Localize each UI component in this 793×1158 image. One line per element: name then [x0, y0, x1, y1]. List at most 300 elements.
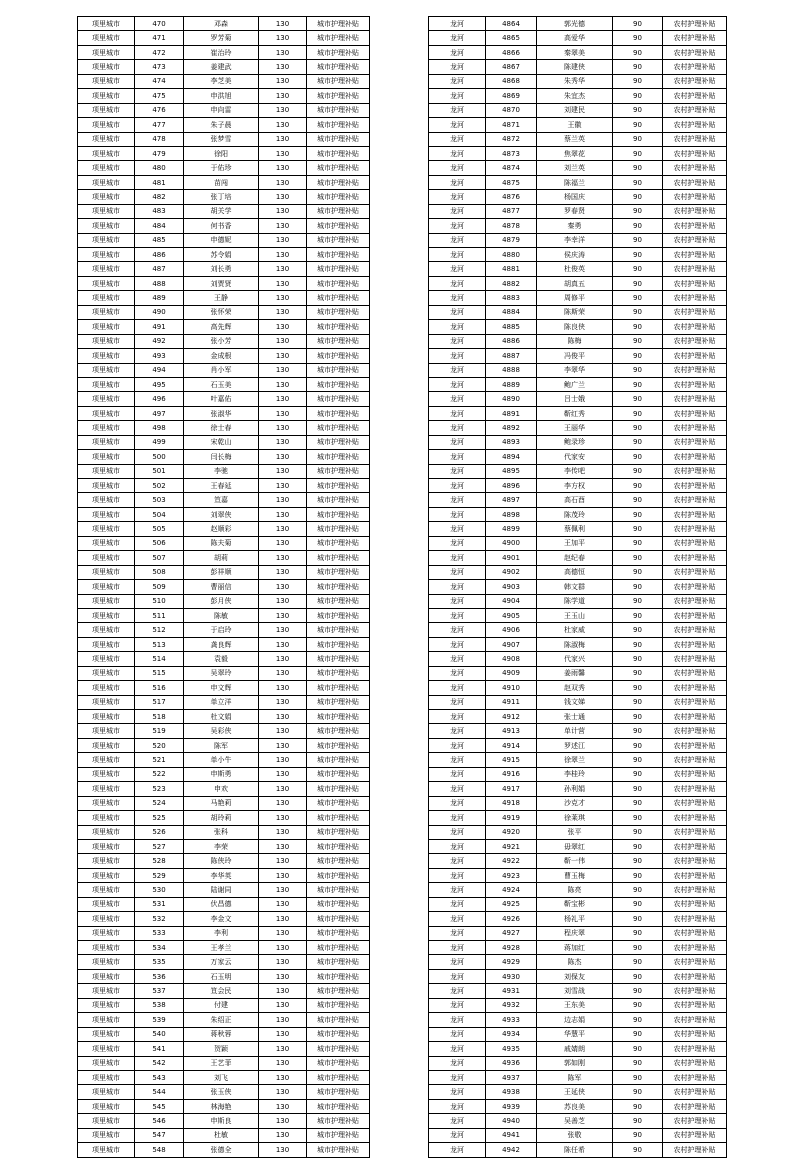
- cell-subsidy-type: 城市护理补贴: [307, 74, 370, 88]
- cell-amount: 130: [259, 782, 307, 796]
- cell-number: 531: [135, 897, 184, 911]
- cell-number: 4869: [486, 89, 537, 103]
- cell-district: 项里城市: [78, 1143, 135, 1157]
- cell-number: 4864: [486, 17, 537, 31]
- cell-subsidy-type: 农村护理补贴: [663, 377, 727, 391]
- cell-subsidy-type: 城市护理补贴: [307, 406, 370, 420]
- cell-amount: 130: [259, 305, 307, 319]
- table-row: [429, 551, 727, 565]
- cell-name: 陈亮: [537, 883, 613, 897]
- cell-amount: 130: [259, 450, 307, 464]
- cell-district: 龙河: [429, 724, 486, 738]
- cell-subsidy-type: 城市护理补贴: [307, 219, 370, 233]
- cell-amount: 90: [613, 406, 663, 420]
- table-row: [429, 926, 727, 940]
- cell-district: 龙河: [429, 637, 486, 651]
- cell-number: 4888: [486, 363, 537, 377]
- cell-name: 郭光德: [537, 17, 613, 31]
- cell-number: 4885: [486, 320, 537, 334]
- cell-subsidy-type: 农村护理补贴: [663, 262, 727, 276]
- cell-number: 482: [135, 190, 184, 204]
- table-row: [429, 1099, 727, 1113]
- cell-number: 518: [135, 710, 184, 724]
- table-row: [429, 1114, 727, 1128]
- table-row: [78, 1085, 370, 1099]
- cell-amount: 130: [259, 291, 307, 305]
- left-table: [77, 16, 370, 1158]
- cell-amount: 130: [259, 74, 307, 88]
- cell-name: 刘雪战: [537, 984, 613, 998]
- cell-name: 代家兴: [537, 652, 613, 666]
- cell-name: 李桂玲: [537, 767, 613, 781]
- cell-number: 4886: [486, 334, 537, 348]
- cell-amount: 130: [259, 522, 307, 536]
- table-row: [78, 782, 370, 796]
- cell-number: 495: [135, 377, 184, 391]
- cell-district: 龙河: [429, 623, 486, 637]
- table-row: [78, 103, 370, 117]
- cell-district: 项里城市: [78, 392, 135, 406]
- cell-amount: 90: [613, 753, 663, 767]
- cell-district: 项里城市: [78, 998, 135, 1012]
- table-row: [78, 320, 370, 334]
- cell-number: 497: [135, 406, 184, 420]
- cell-subsidy-type: 城市护理补贴: [307, 392, 370, 406]
- table-row: [429, 305, 727, 319]
- cell-number: 4920: [486, 825, 537, 839]
- cell-amount: 90: [613, 204, 663, 218]
- table-row: [429, 60, 727, 74]
- cell-subsidy-type: 农村护理补贴: [663, 897, 727, 911]
- cell-amount: 130: [259, 1070, 307, 1084]
- cell-subsidy-type: 农村护理补贴: [663, 695, 727, 709]
- cell-number: 528: [135, 854, 184, 868]
- cell-district: 龙河: [429, 74, 486, 88]
- cell-name: 李幸洋: [537, 233, 613, 247]
- cell-district: 项里城市: [78, 912, 135, 926]
- cell-name: 苏良美: [537, 1099, 613, 1113]
- cell-district: 项里城市: [78, 377, 135, 391]
- cell-number: 4932: [486, 998, 537, 1012]
- cell-number: 524: [135, 796, 184, 810]
- cell-number: 4909: [486, 666, 537, 680]
- cell-number: 490: [135, 305, 184, 319]
- cell-name: 胡莉: [184, 551, 259, 565]
- cell-district: 项里城市: [78, 89, 135, 103]
- table-row: [429, 334, 727, 348]
- cell-subsidy-type: 农村护理补贴: [663, 782, 727, 796]
- table-row: [429, 349, 727, 363]
- table-row: [429, 854, 727, 868]
- cell-amount: 90: [613, 724, 663, 738]
- table-row: [429, 219, 727, 233]
- cell-number: 4938: [486, 1085, 537, 1099]
- cell-subsidy-type: 农村护理补贴: [663, 1056, 727, 1070]
- cell-number: 526: [135, 825, 184, 839]
- table-row: [429, 464, 727, 478]
- cell-name: 陈建侠: [537, 60, 613, 74]
- cell-amount: 130: [259, 334, 307, 348]
- cell-subsidy-type: 农村护理补贴: [663, 796, 727, 810]
- cell-amount: 130: [259, 1027, 307, 1041]
- cell-district: 龙河: [429, 450, 486, 464]
- cell-number: 4929: [486, 955, 537, 969]
- cell-number: 4937: [486, 1070, 537, 1084]
- cell-district: 项里城市: [78, 450, 135, 464]
- cell-name: 蒋秋蓉: [184, 1027, 259, 1041]
- table-row: [429, 912, 727, 926]
- cell-name: 李驰: [184, 464, 259, 478]
- cell-name: 吴翠玲: [184, 666, 259, 680]
- cell-amount: 90: [613, 479, 663, 493]
- cell-amount: 130: [259, 190, 307, 204]
- table-row: [429, 291, 727, 305]
- cell-name: 靳宝彬: [537, 897, 613, 911]
- cell-name: 贺颖: [184, 1042, 259, 1056]
- cell-subsidy-type: 农村护理补贴: [663, 710, 727, 724]
- cell-name: 胡关学: [184, 204, 259, 218]
- cell-subsidy-type: 城市护理补贴: [307, 377, 370, 391]
- cell-amount: 130: [259, 204, 307, 218]
- cell-district: 项里城市: [78, 1128, 135, 1142]
- table-row: [429, 406, 727, 420]
- cell-name: 何书香: [184, 219, 259, 233]
- cell-subsidy-type: 城市护理补贴: [307, 190, 370, 204]
- cell-subsidy-type: 城市护理补贴: [307, 479, 370, 493]
- cell-district: 龙河: [429, 320, 486, 334]
- cell-subsidy-type: 城市护理补贴: [307, 998, 370, 1012]
- cell-name: 闫长梅: [184, 450, 259, 464]
- cell-subsidy-type: 农村护理补贴: [663, 276, 727, 290]
- cell-name: 靳一伟: [537, 854, 613, 868]
- table-row: [78, 435, 370, 449]
- table-row: [429, 479, 727, 493]
- table-row: [78, 233, 370, 247]
- cell-district: 龙河: [429, 1085, 486, 1099]
- cell-number: 4876: [486, 190, 537, 204]
- table-row: [78, 912, 370, 926]
- cell-subsidy-type: 城市护理补贴: [307, 450, 370, 464]
- cell-amount: 90: [613, 31, 663, 45]
- cell-number: 473: [135, 60, 184, 74]
- cell-number: 515: [135, 666, 184, 680]
- cell-district: 龙河: [429, 782, 486, 796]
- cell-amount: 130: [259, 854, 307, 868]
- cell-amount: 90: [613, 45, 663, 59]
- cell-number: 4939: [486, 1099, 537, 1113]
- table-row: [429, 493, 727, 507]
- table-row: [78, 190, 370, 204]
- cell-number: 4898: [486, 507, 537, 521]
- cell-name: 刘翠侠: [184, 507, 259, 521]
- cell-subsidy-type: 农村护理补贴: [663, 406, 727, 420]
- cell-number: 4871: [486, 118, 537, 132]
- table-row: [429, 652, 727, 666]
- cell-number: 475: [135, 89, 184, 103]
- cell-district: 龙河: [429, 146, 486, 160]
- cell-number: 4926: [486, 912, 537, 926]
- cell-name: 申文辉: [184, 681, 259, 695]
- table-row: [78, 984, 370, 998]
- cell-district: 龙河: [429, 1114, 486, 1128]
- table-row: [78, 60, 370, 74]
- cell-district: 项里城市: [78, 291, 135, 305]
- cell-subsidy-type: 城市护理补贴: [307, 161, 370, 175]
- cell-number: 512: [135, 623, 184, 637]
- cell-name: 赵顺彩: [184, 522, 259, 536]
- cell-amount: 130: [259, 363, 307, 377]
- cell-number: 533: [135, 926, 184, 940]
- table-row: [78, 796, 370, 810]
- cell-subsidy-type: 城市护理补贴: [307, 1042, 370, 1056]
- cell-number: 4942: [486, 1143, 537, 1157]
- table-row: [78, 623, 370, 637]
- cell-district: 龙河: [429, 1143, 486, 1157]
- cell-amount: 90: [613, 1099, 663, 1113]
- table-row: [429, 782, 727, 796]
- cell-district: 龙河: [429, 392, 486, 406]
- cell-subsidy-type: 农村护理补贴: [663, 334, 727, 348]
- cell-number: 4868: [486, 74, 537, 88]
- cell-number: 4882: [486, 276, 537, 290]
- cell-amount: 130: [259, 421, 307, 435]
- cell-amount: 130: [259, 507, 307, 521]
- cell-amount: 130: [259, 883, 307, 897]
- cell-district: 项里城市: [78, 825, 135, 839]
- cell-subsidy-type: 农村护理补贴: [663, 60, 727, 74]
- cell-district: 项里城市: [78, 363, 135, 377]
- cell-name: 王艺菲: [184, 1056, 259, 1070]
- cell-name: 陈敏: [184, 608, 259, 622]
- cell-subsidy-type: 城市护理补贴: [307, 493, 370, 507]
- table-row: [78, 926, 370, 940]
- cell-number: 4930: [486, 969, 537, 983]
- cell-amount: 90: [613, 233, 663, 247]
- cell-subsidy-type: 农村护理补贴: [663, 652, 727, 666]
- cell-amount: 90: [613, 320, 663, 334]
- cell-amount: 130: [259, 1114, 307, 1128]
- cell-number: 4880: [486, 248, 537, 262]
- cell-district: 龙河: [429, 522, 486, 536]
- cell-name: 张士通: [537, 710, 613, 724]
- cell-number: 484: [135, 219, 184, 233]
- cell-subsidy-type: 城市护理补贴: [307, 276, 370, 290]
- cell-district: 龙河: [429, 421, 486, 435]
- cell-amount: 90: [613, 984, 663, 998]
- cell-amount: 130: [259, 984, 307, 998]
- cell-subsidy-type: 农村护理补贴: [663, 132, 727, 146]
- cell-name: 陈学道: [537, 594, 613, 608]
- cell-subsidy-type: 城市护理补贴: [307, 349, 370, 363]
- cell-name: 李芝美: [184, 74, 259, 88]
- cell-amount: 90: [613, 493, 663, 507]
- cell-district: 龙河: [429, 45, 486, 59]
- cell-amount: 90: [613, 421, 663, 435]
- cell-amount: 130: [259, 868, 307, 882]
- cell-number: 4914: [486, 738, 537, 752]
- cell-name: 华慧平: [537, 1027, 613, 1041]
- cell-name: 吕士娥: [537, 392, 613, 406]
- right-table: [428, 16, 727, 1158]
- cell-subsidy-type: 农村护理补贴: [663, 1013, 727, 1027]
- cell-district: 龙河: [429, 219, 486, 233]
- table-row: [429, 17, 727, 31]
- cell-name: 陈福兰: [537, 175, 613, 189]
- cell-name: 刘兰英: [537, 161, 613, 175]
- cell-district: 项里城市: [78, 1085, 135, 1099]
- table-row: [78, 565, 370, 579]
- cell-amount: 90: [613, 825, 663, 839]
- cell-number: 4936: [486, 1056, 537, 1070]
- cell-district: 项里城市: [78, 1114, 135, 1128]
- cell-number: 544: [135, 1085, 184, 1099]
- cell-subsidy-type: 农村护理补贴: [663, 320, 727, 334]
- cell-amount: 130: [259, 233, 307, 247]
- cell-amount: 90: [613, 1013, 663, 1027]
- cell-amount: 90: [613, 118, 663, 132]
- cell-subsidy-type: 城市护理补贴: [307, 796, 370, 810]
- cell-number: 4877: [486, 204, 537, 218]
- cell-name: 吴善芝: [537, 1114, 613, 1128]
- cell-name: 蔡佩利: [537, 522, 613, 536]
- cell-subsidy-type: 城市护理补贴: [307, 522, 370, 536]
- cell-district: 龙河: [429, 594, 486, 608]
- table-row: [78, 1070, 370, 1084]
- cell-subsidy-type: 农村护理补贴: [663, 811, 727, 825]
- cell-subsidy-type: 城市护理补贴: [307, 464, 370, 478]
- table-row: [429, 536, 727, 550]
- cell-number: 4891: [486, 406, 537, 420]
- cell-subsidy-type: 城市护理补贴: [307, 1056, 370, 1070]
- table-row: [429, 623, 727, 637]
- cell-district: 龙河: [429, 248, 486, 262]
- cell-subsidy-type: 城市护理补贴: [307, 146, 370, 160]
- cell-number: 529: [135, 868, 184, 882]
- cell-district: 龙河: [429, 551, 486, 565]
- cell-number: 506: [135, 536, 184, 550]
- cell-district: 项里城市: [78, 421, 135, 435]
- table-row: [78, 248, 370, 262]
- table-row: [429, 132, 727, 146]
- cell-subsidy-type: 农村护理补贴: [663, 1128, 727, 1142]
- cell-number: 4894: [486, 450, 537, 464]
- cell-district: 龙河: [429, 233, 486, 247]
- cell-name: 钱文娣: [537, 695, 613, 709]
- cell-amount: 130: [259, 1042, 307, 1056]
- cell-district: 项里城市: [78, 681, 135, 695]
- cell-district: 项里城市: [78, 276, 135, 290]
- cell-subsidy-type: 农村护理补贴: [663, 146, 727, 160]
- cell-name: 徐莱琪: [537, 811, 613, 825]
- table-row: [78, 897, 370, 911]
- cell-amount: 90: [613, 392, 663, 406]
- cell-subsidy-type: 城市护理补贴: [307, 103, 370, 117]
- cell-subsidy-type: 城市护理补贴: [307, 435, 370, 449]
- table-row: [78, 31, 370, 45]
- cell-number: 4931: [486, 984, 537, 998]
- cell-amount: 130: [259, 1128, 307, 1142]
- cell-subsidy-type: 城市护理补贴: [307, 839, 370, 853]
- cell-subsidy-type: 农村护理补贴: [663, 1085, 727, 1099]
- cell-number: 4941: [486, 1128, 537, 1142]
- table-row: [78, 608, 370, 622]
- cell-name: 冯俊平: [537, 349, 613, 363]
- cell-amount: 130: [259, 103, 307, 117]
- cell-name: 高德恒: [537, 565, 613, 579]
- cell-number: 4883: [486, 291, 537, 305]
- cell-subsidy-type: 农村护理补贴: [663, 219, 727, 233]
- cell-name: 胡玲莉: [184, 811, 259, 825]
- cell-name: 宋乾山: [184, 435, 259, 449]
- cell-amount: 90: [613, 291, 663, 305]
- cell-district: 龙河: [429, 608, 486, 622]
- cell-subsidy-type: 城市护理补贴: [307, 291, 370, 305]
- cell-number: 4889: [486, 377, 537, 391]
- cell-name: 李传吧: [537, 464, 613, 478]
- cell-name: 代家安: [537, 450, 613, 464]
- cell-name: 龚良辉: [184, 637, 259, 651]
- cell-subsidy-type: 农村护理补贴: [663, 753, 727, 767]
- table-row: [429, 753, 727, 767]
- table-row: [429, 1027, 727, 1041]
- cell-name: 边志娟: [537, 1013, 613, 1027]
- cell-number: 4896: [486, 479, 537, 493]
- cell-name: 蒋加红: [537, 941, 613, 955]
- cell-district: 龙河: [429, 190, 486, 204]
- cell-name: 赵双秀: [537, 681, 613, 695]
- cell-amount: 90: [613, 1114, 663, 1128]
- cell-name: 林海艳: [184, 1099, 259, 1113]
- table-row: [78, 219, 370, 233]
- table-row: [78, 406, 370, 420]
- cell-subsidy-type: 城市护理补贴: [307, 825, 370, 839]
- cell-amount: 130: [259, 753, 307, 767]
- cell-subsidy-type: 农村护理补贴: [663, 666, 727, 680]
- cell-subsidy-type: 城市护理补贴: [307, 753, 370, 767]
- cell-subsidy-type: 城市护理补贴: [307, 666, 370, 680]
- cell-amount: 90: [613, 941, 663, 955]
- cell-subsidy-type: 城市护理补贴: [307, 1128, 370, 1142]
- cell-subsidy-type: 农村护理补贴: [663, 825, 727, 839]
- cell-amount: 90: [613, 767, 663, 781]
- cell-amount: 90: [613, 666, 663, 680]
- table-row: [78, 464, 370, 478]
- cell-amount: 90: [613, 103, 663, 117]
- cell-amount: 90: [613, 695, 663, 709]
- cell-district: 龙河: [429, 666, 486, 680]
- cell-name: 秦勇: [537, 219, 613, 233]
- cell-subsidy-type: 农村护理补贴: [663, 103, 727, 117]
- cell-district: 龙河: [429, 984, 486, 998]
- cell-subsidy-type: 农村护理补贴: [663, 969, 727, 983]
- cell-name: 彭祥顺: [184, 565, 259, 579]
- cell-district: 项里城市: [78, 248, 135, 262]
- cell-subsidy-type: 农村护理补贴: [663, 1042, 727, 1056]
- cell-subsidy-type: 农村护理补贴: [663, 31, 727, 45]
- cell-name: 陈任希: [537, 1143, 613, 1157]
- cell-district: 龙河: [429, 969, 486, 983]
- cell-district: 项里城市: [78, 782, 135, 796]
- cell-amount: 130: [259, 320, 307, 334]
- table-row: [429, 377, 727, 391]
- cell-subsidy-type: 农村护理补贴: [663, 1099, 727, 1113]
- cell-name: 罗春贤: [537, 204, 613, 218]
- cell-amount: 90: [613, 305, 663, 319]
- cell-district: 龙河: [429, 825, 486, 839]
- cell-subsidy-type: 城市护理补贴: [307, 724, 370, 738]
- table-row: [78, 262, 370, 276]
- cell-subsidy-type: 城市护理补贴: [307, 1085, 370, 1099]
